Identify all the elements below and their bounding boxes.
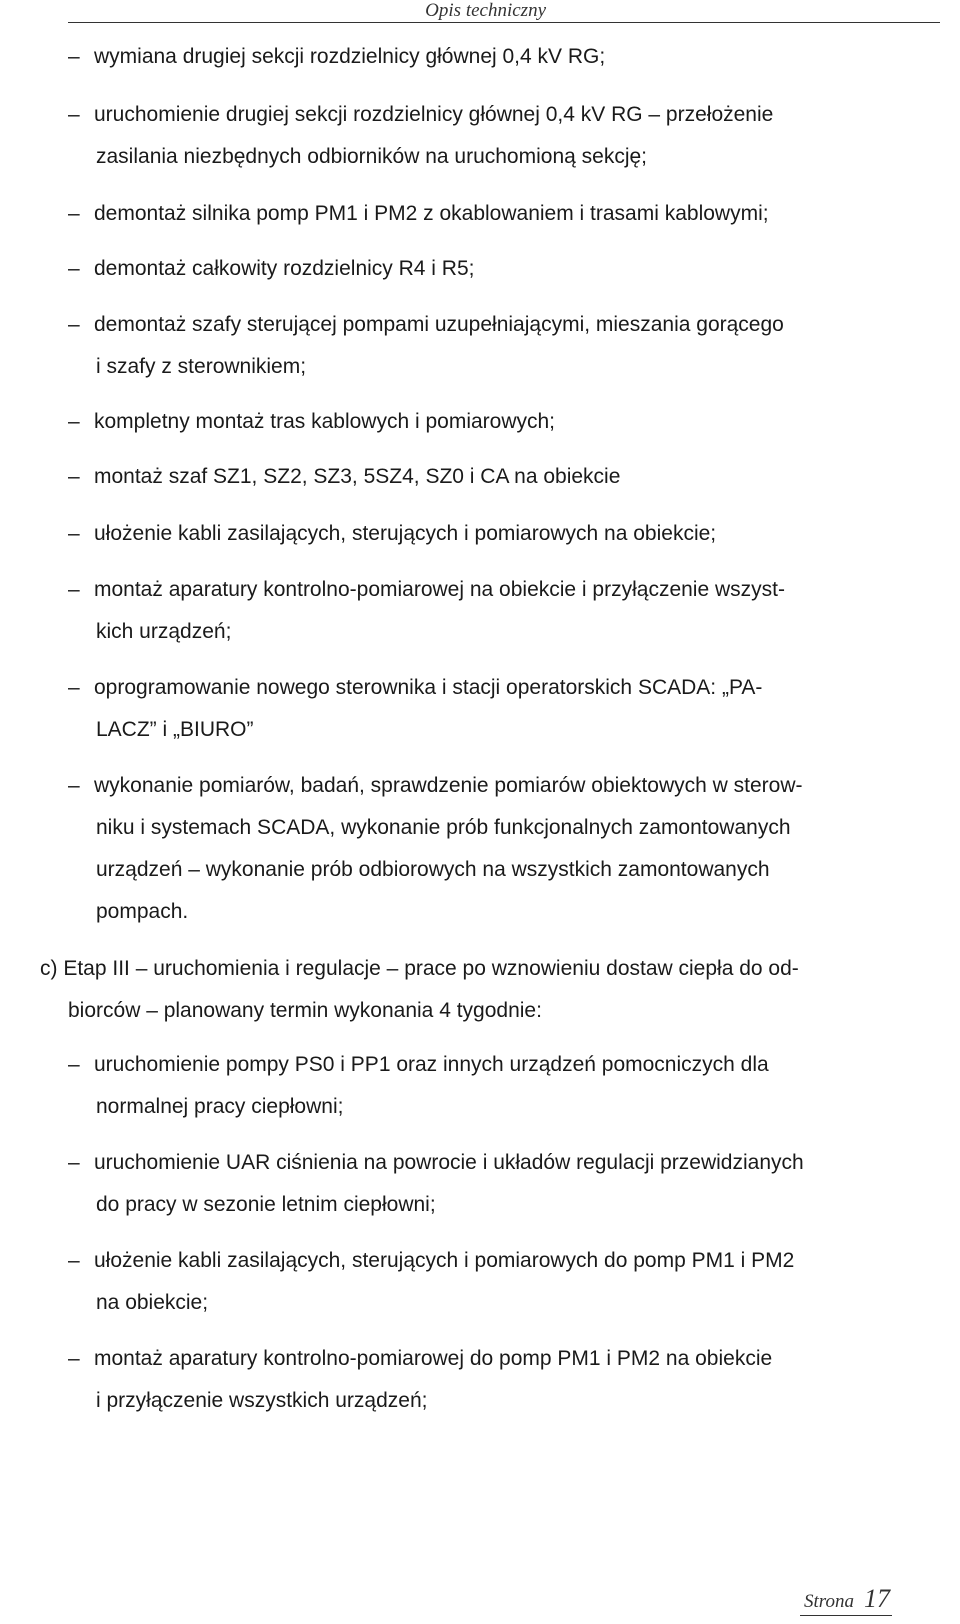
list-item-text: montaż szaf SZ1, SZ2, SZ3, 5SZ4, SZ0 i CA na obiekcie	[94, 465, 621, 488]
list-item	[68, 248, 928, 290]
dash-bullet: –	[68, 465, 80, 488]
dash-bullet: –	[68, 313, 80, 336]
dash-bullet: –	[68, 1347, 80, 1370]
list-item	[68, 569, 928, 653]
list-item-continuation: na obiekcie;	[96, 1291, 209, 1314]
list-item	[68, 1044, 928, 1128]
list-item-text: wykonanie pomiarów, badań, sprawdzenie pomiarów obiektowych w sterow-	[94, 774, 803, 797]
list-item-text: montaż aparatury kontrolno-pomiarowej na obiekcie i przyłączenie wszyst-	[94, 578, 785, 601]
list-item	[68, 401, 928, 443]
dash-bullet: –	[68, 202, 80, 225]
list-item-text: kompletny montaż tras kablowych i pomiarowych;	[94, 410, 556, 433]
dash-bullet: –	[68, 676, 80, 699]
list-item-continuation: do pracy w sezonie letnim ciepłowni;	[96, 1193, 436, 1216]
dash-bullet: –	[68, 103, 80, 126]
dash-bullet: –	[68, 522, 80, 545]
footer-divider	[800, 1615, 892, 1616]
list-item	[68, 193, 928, 235]
list-item	[68, 94, 928, 178]
list-item	[68, 667, 928, 751]
list-item	[68, 1142, 928, 1226]
list-item-text: ułożenie kabli zasilających, sterujących i pomiarowych na obiekcie;	[94, 522, 717, 545]
list-item-continuation: LACZ” i „BIURO”	[96, 718, 254, 741]
list-item-text: uruchomienie UAR ciśnienia na powrocie i układów regulacji przewidzianych	[94, 1151, 804, 1174]
list-item	[68, 456, 928, 498]
dash-bullet: –	[68, 45, 80, 68]
dash-bullet: –	[68, 410, 80, 433]
list-item	[68, 1338, 928, 1422]
list-item-continuation: i szafy z sterownikiem;	[96, 355, 307, 378]
list-item	[68, 304, 928, 388]
dash-bullet: –	[68, 1249, 80, 1272]
dash-bullet: –	[68, 774, 80, 797]
list-item	[68, 513, 928, 555]
list-item-text: uruchomienie drugiej sekcji rozdzielnicy głównej 0,4 kV RG – przełożenie	[94, 103, 774, 126]
dash-bullet: –	[68, 1151, 80, 1174]
list-item	[68, 36, 928, 78]
list-item-text: demontaż szafy sterującej pompami uzupełniającymi, mieszania gorącego	[94, 313, 784, 336]
list-item-continuation: i przyłączenie wszystkich urządzeń;	[96, 1389, 428, 1412]
list-item-continuation: pompach.	[96, 900, 189, 923]
list-item-continuation: urządzeń – wykonanie prób odbiorowych na wszystkich zamontowanych	[96, 858, 770, 881]
dash-bullet: –	[68, 578, 80, 601]
list-item-text: montaż aparatury kontrolno-pomiarowej do pomp PM1 i PM2 na obiekcie	[94, 1347, 773, 1370]
footer-label: Strona	[804, 1591, 854, 1612]
list-item-text: demontaż całkowity rozdzielnicy R4 i R5;	[94, 257, 475, 280]
page-footer	[804, 1584, 890, 1614]
page-number: 17	[863, 1584, 890, 1613]
section-heading-continuation: biorców – planowany termin wykonania 4 tygodnie:	[68, 999, 542, 1022]
list-item-text: uruchomienie pompy PS0 i PP1 oraz innych urządzeń pomocniczych dla	[94, 1053, 769, 1076]
section-heading-text: c) Etap III – uruchomienia i regulacje – prace po wznowieniu dostaw ciepła do od-	[40, 957, 799, 980]
dash-bullet: –	[68, 257, 80, 280]
list-item-continuation: zasilania niezbędnych odbiorników na uruchomioną sekcję;	[96, 145, 647, 168]
list-item	[68, 765, 928, 933]
list-item-text: oprogramowanie nowego sterownika i stacji operatorskich SCADA: „PA-	[94, 676, 763, 699]
list-item-text: ułożenie kabli zasilających, sterujących i pomiarowych do pomp PM1 i PM2	[94, 1249, 795, 1272]
header-title: Opis techniczny	[425, 0, 546, 21]
list-item-continuation: niku i systemach SCADA, wykonanie prób funkcjonalnych zamontowanych	[96, 816, 791, 839]
list-item-text: demontaż silnika pomp PM1 i PM2 z okablowaniem i trasami kablowymi;	[94, 202, 769, 225]
list-item-text: wymiana drugiej sekcji rozdzielnicy głównej 0,4 kV RG;	[94, 45, 606, 68]
list-item-continuation: normalnej pracy ciepłowni;	[96, 1095, 344, 1118]
list-item-continuation: kich urządzeń;	[96, 620, 232, 643]
dash-bullet: –	[68, 1053, 80, 1076]
section-c-heading	[40, 948, 928, 1032]
page-header	[68, 0, 940, 23]
list-item	[68, 1240, 928, 1324]
